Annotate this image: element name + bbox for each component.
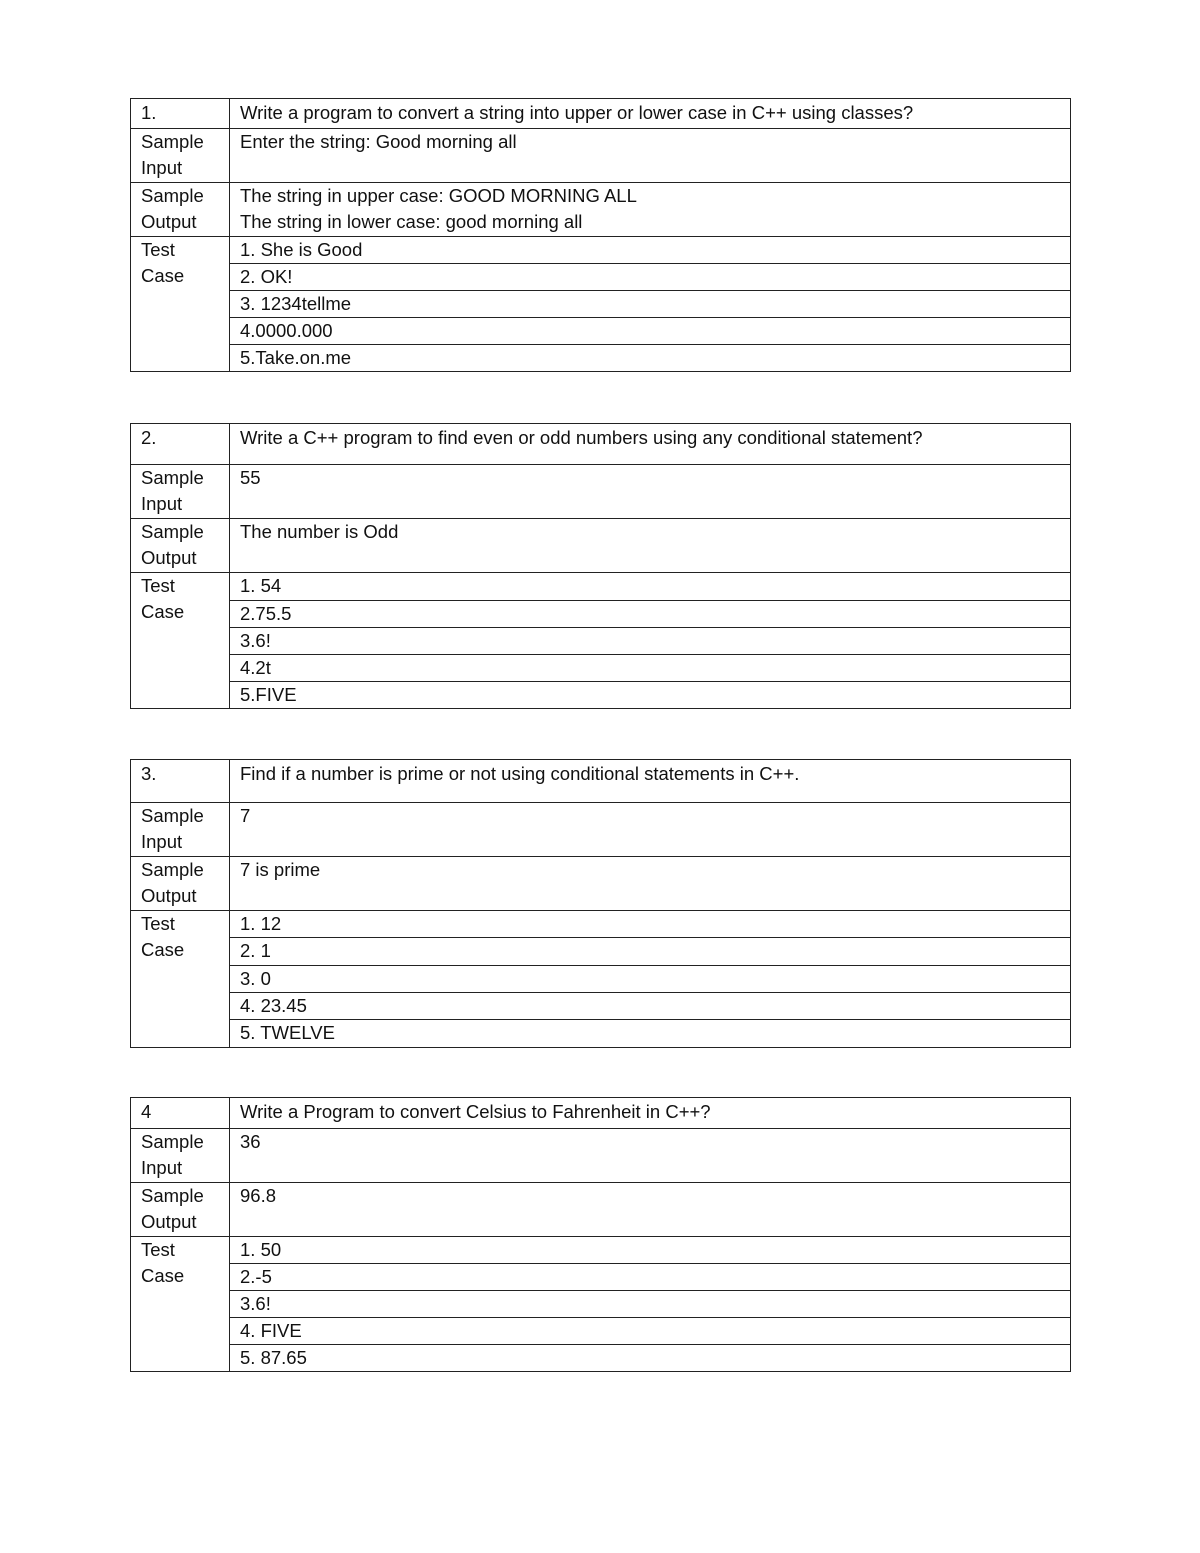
test-case-item: 1. 50 — [230, 1237, 1071, 1264]
test-case-row — [131, 601, 1071, 628]
test-case-row — [131, 911, 1071, 938]
sample-output-row — [131, 183, 1071, 237]
sample-input-row — [131, 1129, 1071, 1183]
test-case-row — [131, 628, 1071, 655]
test-case-item: 2. OK! — [230, 264, 1071, 291]
test-case-label: Test Case — [131, 911, 230, 1048]
test-case-row — [131, 938, 1071, 966]
test-case-item: 5.FIVE — [230, 682, 1071, 709]
sample-output-row — [131, 857, 1071, 911]
test-case-item: 4.2t — [230, 655, 1071, 682]
test-case-item: 5.Take.on.me — [230, 345, 1071, 372]
test-case-row — [131, 291, 1071, 318]
question-title: Write a C++ program to find even or odd numbers using any conditional statement? — [230, 424, 1071, 465]
question-header-row — [131, 424, 1071, 465]
sample-input-label: Sample Input — [131, 129, 230, 183]
test-case-item: 4.0000.000 — [230, 318, 1071, 345]
test-case-row — [131, 993, 1071, 1020]
sample-input-value: Enter the string: Good morning all — [230, 129, 1071, 183]
sample-output-row — [131, 1183, 1071, 1237]
test-case-item: 4. FIVE — [230, 1318, 1071, 1345]
sample-output-label: Sample Output — [131, 519, 230, 573]
test-case-row — [131, 264, 1071, 291]
test-case-item: 3.6! — [230, 1291, 1071, 1318]
test-case-row — [131, 1318, 1071, 1345]
test-case-row — [131, 318, 1071, 345]
sample-output-value: 7 is prime — [230, 857, 1071, 911]
question-title: Write a program to convert a string into upper or lower case in C++ using classes? — [230, 99, 1071, 129]
test-case-item: 2.75.5 — [230, 601, 1071, 628]
test-case-item: 3. 0 — [230, 966, 1071, 993]
test-case-item: 2. 1 — [230, 938, 1071, 966]
test-case-label: Test Case — [131, 1237, 230, 1372]
test-case-row — [131, 1291, 1071, 1318]
test-case-row — [131, 655, 1071, 682]
test-case-row — [131, 237, 1071, 264]
test-case-row — [131, 1020, 1071, 1048]
sample-input-row — [131, 129, 1071, 183]
test-case-item: 1. She is Good — [230, 237, 1071, 264]
sample-output-label: Sample Output — [131, 1183, 230, 1237]
question-number: 2. — [131, 424, 230, 465]
sample-output-label: Sample Output — [131, 857, 230, 911]
test-case-item: 3.6! — [230, 628, 1071, 655]
sample-input-value: 7 — [230, 803, 1071, 857]
sample-input-label: Sample Input — [131, 465, 230, 519]
question-number: 1. — [131, 99, 230, 129]
question-header-row — [131, 760, 1071, 803]
question-table-1 — [130, 98, 1071, 372]
test-case-row — [131, 1237, 1071, 1264]
question-number: 4 — [131, 1098, 230, 1129]
sample-input-value: 55 — [230, 465, 1071, 519]
test-case-item: 1. 54 — [230, 573, 1071, 601]
test-case-item: 2.-5 — [230, 1264, 1071, 1291]
test-case-row — [131, 573, 1071, 601]
sample-input-label: Sample Input — [131, 803, 230, 857]
test-case-row — [131, 345, 1071, 372]
sample-output-value: The string in upper case: GOOD MORNING ALL The string in lower case: good morning all — [230, 183, 1071, 237]
test-case-label: Test Case — [131, 237, 230, 372]
question-title: Find if a number is prime or not using conditional statements in C++. — [230, 760, 1071, 803]
test-case-row — [131, 1345, 1071, 1372]
test-case-label: Test Case — [131, 573, 230, 709]
test-case-item: 3. 1234tellme — [230, 291, 1071, 318]
test-case-row — [131, 1264, 1071, 1291]
question-header-row — [131, 99, 1071, 129]
question-header-row — [131, 1098, 1071, 1129]
question-title: Write a Program to convert Celsius to Fahrenheit in C++? — [230, 1098, 1071, 1129]
sample-input-label: Sample Input — [131, 1129, 230, 1183]
test-case-item: 4. 23.45 — [230, 993, 1071, 1020]
sample-output-value: The number is Odd — [230, 519, 1071, 573]
sample-input-row — [131, 803, 1071, 857]
sample-output-value: 96.8 — [230, 1183, 1071, 1237]
test-case-item: 1. 12 — [230, 911, 1071, 938]
sample-input-value: 36 — [230, 1129, 1071, 1183]
test-case-item: 5. TWELVE — [230, 1020, 1071, 1048]
question-table-4 — [130, 1097, 1071, 1372]
question-table-3 — [130, 759, 1071, 1048]
question-table-2 — [130, 423, 1071, 709]
test-case-row — [131, 682, 1071, 709]
sample-output-label: Sample Output — [131, 183, 230, 237]
sample-output-row — [131, 519, 1071, 573]
test-case-item: 5. 87.65 — [230, 1345, 1071, 1372]
question-number: 3. — [131, 760, 230, 803]
sample-input-row — [131, 465, 1071, 519]
test-case-row — [131, 966, 1071, 993]
